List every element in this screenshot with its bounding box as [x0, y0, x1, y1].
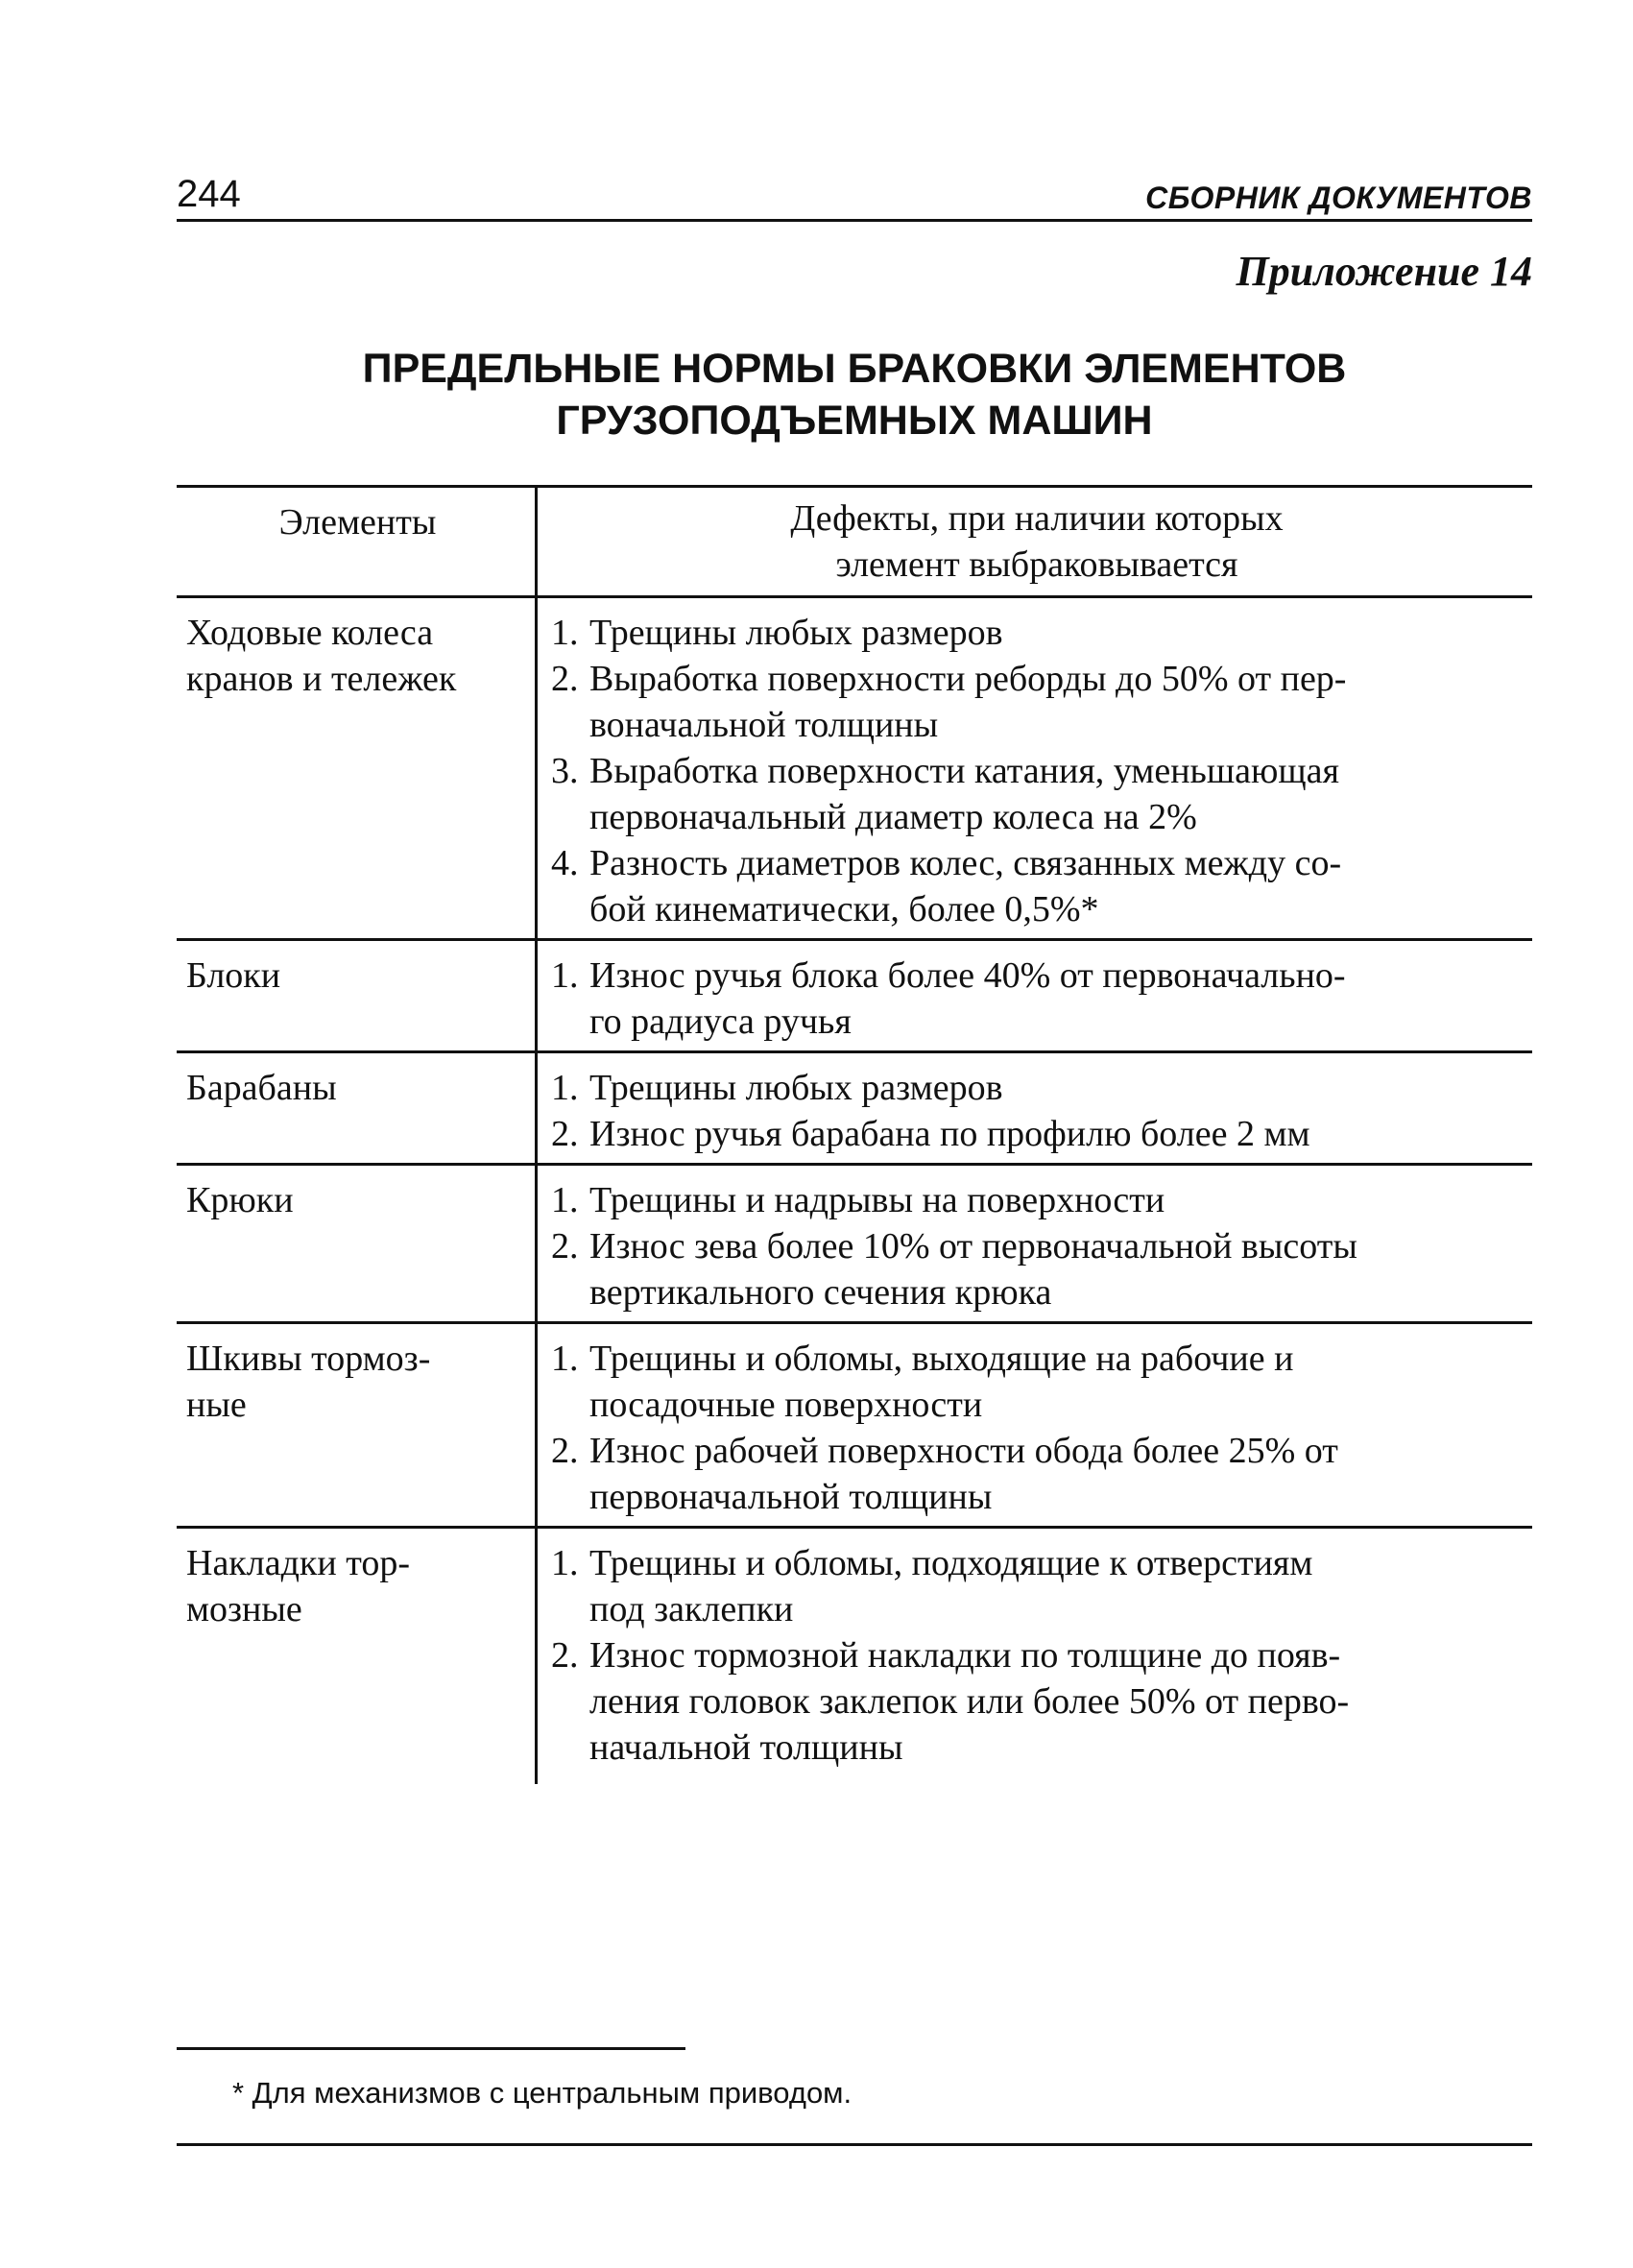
defects-cell: [538, 598, 1532, 938]
bottom-rule: [177, 2143, 1532, 2146]
defects-cell: [538, 1529, 1532, 1784]
defect-item: [551, 610, 1523, 656]
element-cell: [177, 941, 538, 1050]
defect-number: 1.: [551, 1339, 579, 1379]
defect-list: [551, 1336, 1523, 1520]
element-name-line: Накладки тор-: [186, 1543, 410, 1583]
defects-cell: [538, 941, 1532, 1050]
table-row: [177, 1324, 1532, 1529]
footnote-area: [177, 2047, 1532, 2146]
footnote-rule: [177, 2047, 685, 2050]
defect-number: 2.: [551, 1114, 579, 1154]
defect-text: [589, 1065, 1523, 1111]
column-header-defects-line-2: элемент выбраковывается: [835, 544, 1238, 585]
column-header-elements-label: Элементы: [278, 502, 437, 543]
defect-text-line: начальной толщины: [589, 1727, 903, 1768]
element-name-line: Барабаны: [186, 1068, 337, 1108]
defect-item: [551, 1632, 1523, 1771]
defect-text-line: Трещины и обломы, выходящие на рабочие и: [589, 1339, 1294, 1379]
defect-item: [551, 953, 1523, 1045]
defect-text-line: бой кинематически, более 0,5%*: [589, 889, 1099, 929]
defect-number: 2.: [551, 1226, 579, 1267]
column-header-defects: [538, 488, 1532, 595]
defect-text-line: Трещины и надрывы на поверхности: [589, 1180, 1165, 1220]
element-name-line: Ходовые колеса: [186, 613, 434, 653]
defect-item: [551, 748, 1523, 840]
defect-list: [551, 953, 1523, 1045]
defect-text: [589, 1632, 1523, 1771]
defect-number: 4.: [551, 843, 579, 883]
defect-number: 1.: [551, 1543, 579, 1583]
defect-number: 2.: [551, 659, 579, 699]
defect-text: [589, 840, 1523, 932]
rejection-norms-table: [177, 485, 1532, 1784]
defect-item: [551, 840, 1523, 932]
defect-number: 1.: [551, 613, 579, 653]
table-body: [177, 598, 1532, 1784]
column-header-elements: [177, 488, 538, 595]
defect-text-line: воначальной толщины: [589, 705, 939, 745]
document-title-line-2: ГРУЗОПОДЪЕМНЫХ МАШИН: [556, 398, 1153, 444]
defect-text: [589, 1540, 1523, 1632]
defect-item: [551, 1540, 1523, 1632]
defect-list: [551, 610, 1523, 932]
defects-cell: [538, 1324, 1532, 1526]
defect-number: 2.: [551, 1431, 579, 1471]
defect-text-line: ления головок заклепок или более 50% от перво-: [589, 1681, 1350, 1722]
defect-number: 1.: [551, 955, 579, 996]
defect-text-line: первоначальный диаметр колеса на 2%: [589, 797, 1197, 837]
table-row: [177, 941, 1532, 1053]
running-head: [177, 163, 1532, 222]
defect-text-line: Износ тормозной накладки по толщине до появ-: [589, 1635, 1341, 1676]
defect-text: [589, 656, 1523, 748]
defect-item: [551, 1177, 1523, 1223]
table-row: [177, 1166, 1532, 1324]
defect-item: [551, 656, 1523, 748]
defect-list: [551, 1065, 1523, 1157]
defect-text: [589, 748, 1523, 840]
footnote: * Для механизмов с центральным приводом.: [232, 2076, 853, 2110]
defect-number: 2.: [551, 1635, 579, 1676]
defects-cell: [538, 1166, 1532, 1321]
defect-item: [551, 1065, 1523, 1111]
defect-text: [589, 953, 1523, 1045]
defect-text-line: посадочные поверхности: [589, 1385, 983, 1425]
defect-text-line: го радиуса ручья: [589, 1001, 852, 1042]
defect-number: 3.: [551, 751, 579, 791]
element-cell: [177, 1053, 538, 1163]
defect-text-line: Выработка поверхности катания, уменьшающая: [589, 751, 1340, 791]
element-name-line: мозные: [186, 1589, 302, 1629]
column-header-defects-line-1: Дефекты, при наличии которых: [790, 498, 1284, 539]
appendix-label: Приложение 14: [1236, 248, 1532, 295]
element-cell: [177, 1324, 538, 1526]
element-cell: [177, 1166, 538, 1321]
collection-title: СБОРНИК ДОКУМЕНТОВ: [1145, 181, 1532, 215]
element-name-line: Крюки: [186, 1180, 294, 1220]
defect-text: [589, 1428, 1523, 1520]
defect-text-line: Трещины любых размеров: [589, 1068, 1003, 1108]
defect-item: [551, 1223, 1523, 1315]
defect-text-line: Выработка поверхности реборды до 50% от пер-: [589, 659, 1347, 699]
defects-cell: [538, 1053, 1532, 1163]
defect-text-line: под заклепки: [589, 1589, 794, 1629]
page-number: 244: [177, 173, 241, 215]
table-row: [177, 1529, 1532, 1784]
table-row: [177, 598, 1532, 941]
defect-item: [551, 1336, 1523, 1428]
table-row: [177, 1053, 1532, 1166]
defect-text: [589, 1223, 1523, 1315]
element-name-line: ные: [186, 1385, 247, 1425]
defect-text: [589, 610, 1523, 656]
defect-text-line: Износ ручья блока более 40% от первоначально-: [589, 955, 1346, 996]
defect-text: [589, 1111, 1523, 1157]
element-name-line: кранов и тележек: [186, 659, 457, 699]
document-title-line-1: ПРЕДЕЛЬНЫЕ НОРМЫ БРАКОВКИ ЭЛЕМЕНТОВ: [362, 346, 1347, 392]
defect-list: [551, 1540, 1523, 1771]
document-title: [177, 343, 1532, 446]
defect-text-line: первоначальной толщины: [589, 1477, 993, 1517]
table-header-row: [177, 488, 1532, 598]
defect-text-line: Износ рабочей поверхности обода более 25% от: [589, 1431, 1338, 1471]
document-page: [177, 163, 1532, 1784]
defect-text-line: Разность диаметров колес, связанных между со-: [589, 843, 1342, 883]
defect-text: [589, 1177, 1523, 1223]
defect-list: [551, 1177, 1523, 1315]
defect-text-line: Трещины и обломы, подходящие к отверстиям: [589, 1543, 1313, 1583]
element-name-line: Шкивы тормоз-: [186, 1339, 431, 1379]
element-cell: [177, 1529, 538, 1784]
element-name-line: Блоки: [186, 955, 281, 996]
defect-number: 1.: [551, 1180, 579, 1220]
defect-text-line: Износ ручья барабана по профилю более 2 мм: [589, 1114, 1310, 1154]
defect-item: [551, 1111, 1523, 1157]
defect-text-line: Трещины любых размеров: [589, 613, 1003, 653]
defect-text-line: вертикального сечения крюка: [589, 1272, 1052, 1313]
defect-text-line: Износ зева более 10% от первоначальной высоты: [589, 1226, 1357, 1267]
element-cell: [177, 598, 538, 938]
defect-number: 1.: [551, 1068, 579, 1108]
defect-item: [551, 1428, 1523, 1520]
defect-text: [589, 1336, 1523, 1428]
